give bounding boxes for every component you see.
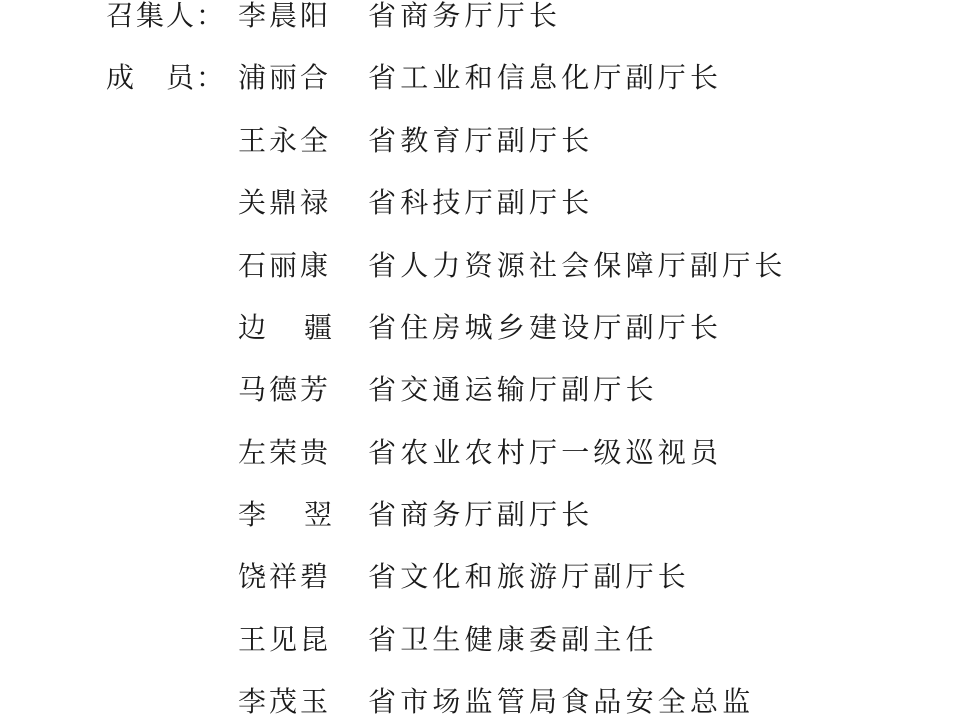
member-name: 饶祥碧: [238, 560, 332, 593]
member-name: 李翌: [238, 498, 371, 531]
member-name: 关鼎禄: [238, 186, 332, 219]
member-title: 省科技厅副厅长: [368, 186, 594, 219]
member-title: 省市场监管局食品安全总监: [368, 685, 755, 718]
members-role-label: 成 员: [106, 61, 197, 94]
member-title: 省商务厅副厅长: [368, 498, 594, 531]
member-name: 王见昆: [238, 623, 332, 656]
member-title: 省文化和旅游厅副厅长: [368, 560, 691, 593]
members-separator: ：: [196, 61, 225, 94]
member-name: 石丽康: [238, 249, 332, 282]
member-title: 省卫生健康委副主任: [368, 623, 658, 656]
convener-role-label: 召集人: [106, 0, 197, 32]
member-title: 省工业和信息化厅副厅长: [368, 61, 723, 94]
member-name: 边疆: [238, 311, 371, 344]
convener-name: 李晨阳: [238, 0, 332, 32]
member-name: 王永全: [238, 124, 332, 157]
member-name: 马德芳: [238, 373, 332, 406]
convener-separator: ：: [196, 0, 225, 32]
member-name: 李茂玉: [238, 685, 332, 718]
member-title: 省住房城乡建设厅副厅长: [368, 311, 723, 344]
member-title: 省交通运输厅副厅长: [368, 373, 658, 406]
member-title: 省农业农村厅一级巡视员: [368, 436, 723, 469]
convener-role: [106, 0, 238, 36]
member-title: 省教育厅副厅长: [368, 124, 594, 157]
member-name: 左荣贵: [238, 436, 332, 469]
members-role: [106, 58, 238, 98]
convener-title: 省商务厅厅长: [368, 0, 562, 32]
member-title: 省人力资源社会保障厅副厅长: [368, 249, 787, 282]
member-name: 浦丽合: [238, 61, 332, 94]
